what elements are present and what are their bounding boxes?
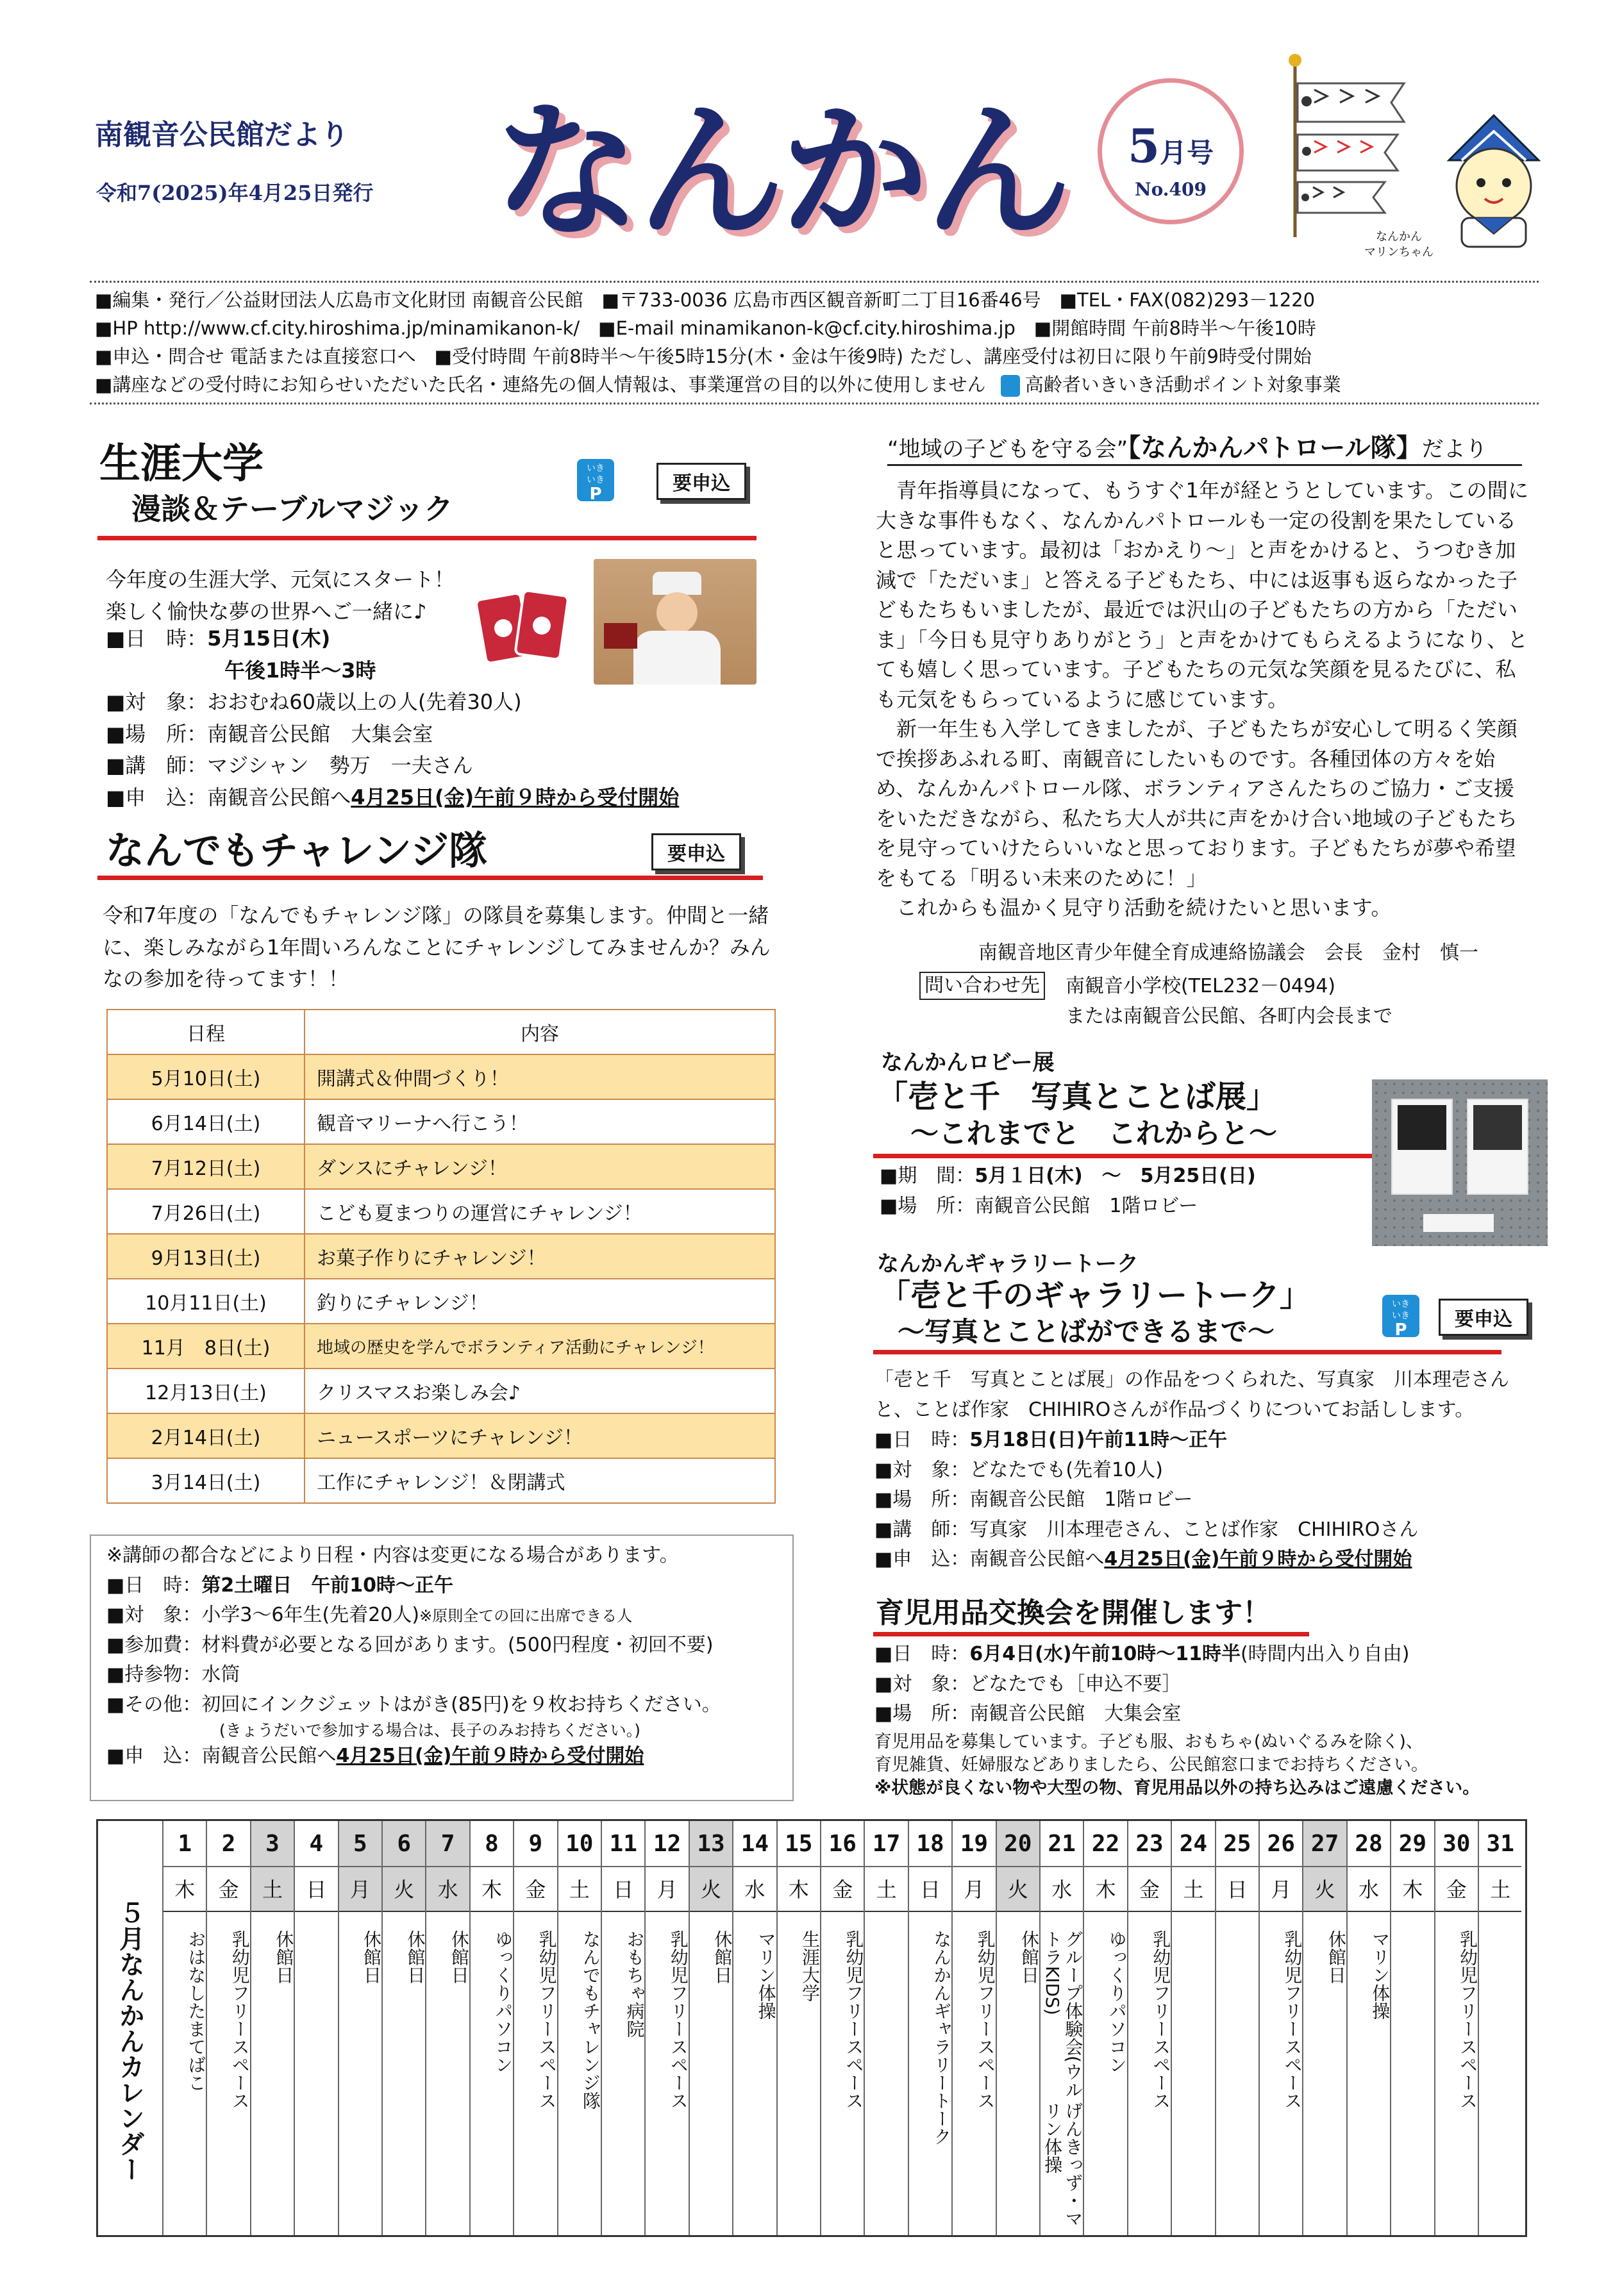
calendar-day [557,1821,601,2235]
challenge-target-note: ※原則全ての回に出席できる人 [419,1607,633,1625]
schedule-content: 工作にチャレンジ！＆閉講式 [305,1458,775,1503]
exchange-date: 6月4日(水)午前10時～11時半 [969,1643,1241,1665]
calendar-day [1083,1821,1126,2235]
calendar-weekday: 日 [1216,1867,1258,1912]
calendar-event [778,1930,820,2002]
calendar-event-text: なんかんギャラリートーク [931,1930,953,2145]
iki-p: P [1394,1320,1407,1340]
calendar-day-number: 30 [1435,1821,1478,1867]
issue-badge [1098,78,1244,224]
calendar-event-text: 乳幼児フリースペース [1282,1930,1303,2109]
exchange-target: ■対 象：どなたでも［申込不要］ [874,1672,1182,1695]
schedule-content: お菓子作りにチャレンジ！ [305,1234,775,1279]
calendar-weekday: 金 [207,1867,249,1912]
schedule-content: 開講式＆仲間づくり！ [305,1054,775,1099]
calendar-day [732,1821,776,2235]
calendar-event [602,1930,644,2038]
schedule-content: 釣りにチャレンジ！ [305,1279,775,1324]
info-line-3: ■申込・問合せ 電話または直接窓口へ ■受付時間 午前8時半～午後5時15分(木・金は午後9時) ただし、講座受付は初日に限り午前9時受付開始 [95,345,1312,367]
schedule-date: 9月13日(土) [107,1234,305,1279]
calendar-day [1127,1821,1171,2235]
lobby-period-row [880,1161,1256,1192]
calendar-day-number: 2 [207,1821,249,1867]
info-divider-top [90,281,1539,283]
calendar-event-text: マリン体操 [1369,1930,1391,2020]
schedule-content: 観音マリーナへ行こう！ [305,1099,775,1144]
lifelong-time: 午後1時半～3時 [224,658,376,683]
mascot-marin-illustration [1436,103,1551,250]
exchange-note-3: ※状態が良くない物や大型の物、育児用品以外の持ち込みはご遠慮ください。 [874,1778,1480,1798]
challenge-intro: 令和7年度の「なんでもチャレンジ隊」の隊員を募集します。仲間と一緒に、楽しみながら1年間いろんなことにチャレンジしてみませんか？みんなの参加を待ってます！！ [103,903,771,992]
gallery-underline [873,1350,1501,1354]
gallery-subtitle: ～写真とことばができるまで～ [898,1316,1275,1347]
lifelong-details [106,623,747,814]
calendar-day-number: 15 [778,1821,820,1867]
calendar-day [951,1821,995,2235]
calendar-day-number: 8 [471,1821,513,1867]
calendar-weekday: 木 [778,1867,820,1912]
apply-badge-challenge: 要申込 [651,833,741,870]
calendar-event-text: マリン体操 [755,1930,777,2020]
schedule-date: 2月14日(土) [107,1413,305,1458]
calendar-day-number: 18 [909,1821,951,1867]
gallery-place: ■場 所：南観音公民館 1階ロビー [874,1488,1193,1511]
patrol-title-underline [887,464,1522,466]
calendar-event-text: 乳幼児フリースペース [1457,1930,1478,2109]
lifelong-place: ■場 所：南観音公民館 大集会室 [106,721,433,746]
challenge-target: ■対 象：小学3～6年生(先着20人) [106,1604,420,1626]
lobby-underline [873,1154,1373,1158]
table-row [107,1144,775,1189]
calendar-event-text: ゆっくりパソコン [492,1930,514,2074]
calendar-day-number: 14 [733,1821,776,1867]
lifelong-subtitle: 漫談＆テーブルマジック [131,492,453,526]
lifelong-intro-2: 楽しく愉快な夢の世界へご一緒に♪ [106,599,427,624]
calendar-day [1478,1821,1521,2235]
calendar-day [776,1821,820,2235]
patrol-title-pre: “地域の子どもを守る会” [887,437,1128,462]
calendar-event-text: 休館日 [448,1930,470,1984]
lifelong-intro-1: 今年度の生涯大学、元気にスタート！ [106,567,455,592]
info-divider-bottom [90,403,1539,404]
calendar-weekday: 金 [1435,1867,1478,1912]
lobby-title: 「壱と千 写真とことば展」 [877,1079,1278,1115]
calendar-weekday: 金 [821,1867,864,1912]
calendar-day-number: 9 [514,1821,556,1867]
schedule-date: 3月14日(土) [107,1458,305,1503]
calendar-day-number: 7 [426,1821,469,1867]
lobby-kicker: なんかんロビー展 [881,1050,1055,1076]
calendar-weekday: 日 [295,1867,337,1912]
patrol-paragraph-3: これからも温かく見守り活動を続けたいと思います。 [896,895,1392,920]
challenge-schedule-table [106,1009,776,1504]
patrol-paragraph-1: 青年指導員になって、もうすぐ1年が経とうとしています。この間に大きな事件もなく、なんかんパトロールも一定の役割を果たしていると思っています。最初は「おかえり～」と声をかけると、うつむき加減で「ただいま」と答える子どもたち、中には返事も返らなかった子どもたちもいましたが、最近では沢山の子どもたちの方から「ただいま」「今日も見守りありがとう」と声をかけてもらえるようになり、とても嬉しく思っています。子どもたちの元気な笑顔を見るたびに、私も元気をもらっているように感じています。 [876,478,1529,711]
calendar-day-number: 22 [1084,1821,1126,1867]
calendar-day-number: 31 [1479,1821,1521,1867]
info-line-1: ■編集・発行／公益財団法人広島市文化財団 南観音公民館 ■〒733-0036 広島市西区観音新町二丁目16番46号 ■TEL・FAX(082)293－1220 [95,289,1316,311]
calendar-event-text: 乳幼児フリースペース [229,1930,251,2109]
calendar-day [162,1821,206,2235]
issue-month: 5 [1127,119,1160,173]
calendar-day [1302,1821,1346,2235]
calendar-event-text: 生涯大学 [799,1930,821,2002]
lifelong-date-row [106,623,747,655]
calendar-event [821,1930,864,2109]
lifelong-date-label: ■日 時： [106,626,208,651]
calendar-event [733,1930,776,2020]
challenge-date-label: ■日 時： [106,1574,202,1597]
schedule-date: 10月11日(土) [107,1279,305,1324]
calendar-weekday: 金 [514,1867,556,1912]
may-calendar [96,1819,1527,2237]
calendar-weekday: 土 [1479,1867,1521,1912]
calendar-event [558,1930,601,2109]
calendar-event-text: おもちゃ病院 [624,1930,646,2038]
exchange-title: 育児用品交換会を開催します！ [876,1597,1271,1629]
exchange-notes [874,1731,1480,1800]
challenge-details-box [90,1535,794,1801]
patrol-body [876,476,1534,923]
lifelong-underline [97,536,757,540]
calendar-event [953,1930,995,2109]
lifelong-apply-label: ■申 込：南観音公民館へ [106,785,351,810]
schedule-date: 11月 8日(土) [107,1324,305,1368]
calendar-weekday: 日 [909,1867,951,1912]
calendar-day-number: 29 [1391,1821,1434,1867]
schedule-date: 12月13日(土) [107,1368,305,1413]
iki-small-icon [1001,375,1020,397]
info-block [95,286,1544,399]
challenge-bring: ■持参物：水筒 [106,1663,240,1686]
calendar-day-number: 3 [251,1821,294,1867]
lifelong-date: 5月15日(木) [207,626,331,651]
calendar-weekday: 金 [1128,1867,1171,1912]
schedule-content: ニュースポーツにチャレンジ！ [305,1413,775,1458]
calendar-weekday: 月 [953,1867,995,1912]
calendar-day-number: 10 [558,1821,601,1867]
calendar-day [1346,1821,1390,2235]
gallery-title: 「壱と千のギャラリートーク」 [880,1277,1311,1313]
challenge-underline [97,876,763,880]
schedule-content: クリスマスお楽しみ会♪ [305,1368,775,1413]
calendar-day-number: 11 [602,1821,644,1867]
schedule-date: 5月10日(土) [107,1054,305,1099]
schedule-content: ダンスにチャレンジ！ [305,1144,775,1189]
info-line-4 [95,370,1544,399]
calendar-weekday: 土 [865,1867,907,1912]
calendar-weekday: 土 [251,1867,294,1912]
challenge-apply-row [106,1742,792,1772]
calendar-day-number: 24 [1172,1821,1214,1867]
calendar-day [1390,1821,1434,2235]
lifelong-title: 生涯大学 [99,440,263,488]
calendar-event [1084,1930,1126,2074]
apply-badge-lifelong: 要申込 [656,463,746,500]
schedule-date: 7月26日(土) [107,1189,305,1234]
patrol-title-main: 【なんかんパトロール隊】 [1128,433,1422,463]
lifelong-intro [106,564,455,628]
table-row [107,1324,775,1368]
calendar-day [206,1821,249,2235]
lifelong-target: ■対 象：おおむね60歳以上の人(先着30人) [106,690,522,715]
challenge-date: 第2土曜日 午前10時～正午 [201,1574,453,1597]
calendar-day-number: 12 [646,1821,688,1867]
gallery-details [874,1426,1418,1575]
calendar-day-number: 23 [1128,1821,1171,1867]
calendar-title: ５月なんかんカレンダー [115,1900,145,2182]
calendar-day [864,1821,907,2235]
gallery-target: ■対 象：どなたでも(先着10人) [874,1458,1163,1481]
calendar-weekday: 火 [997,1867,1039,1912]
calendar-event-text: 休館日 [1325,1930,1347,1984]
calendar-event-text: 乳幼児フリースペース [536,1930,558,2109]
apply-badge-gallery: 要申込 [1439,1299,1528,1336]
calendar-weekday: 木 [163,1867,206,1912]
calendar-event-text: なんでもチャレンジ隊 [580,1930,601,2109]
patrol-contact-1: 南観音小学校(TEL232－0494) [1066,975,1336,997]
calendar-weekday: 水 [1041,1867,1083,1912]
calendar-day [250,1821,294,2235]
exchange-date-label: ■日 時： [874,1643,970,1665]
table-row [107,1054,775,1099]
schedule-date: 7月12日(土) [107,1144,305,1189]
patrol-contact [1066,972,1392,1031]
calendar-weekday: 水 [426,1867,469,1912]
calendar-weekday: 水 [733,1867,776,1912]
calendar-event-text: ゆっくりパソコン [1106,1930,1128,2074]
calendar-event [1303,1930,1346,1984]
calendar-day-number: 20 [997,1821,1039,1867]
calendar-weekday: 日 [602,1867,644,1912]
calendar-weekday: 土 [1172,1867,1214,1912]
calendar-event [690,1930,732,1984]
calendar-day [425,1821,469,2235]
calendar-event-text: 休館日 [712,1930,733,1984]
calendar-event [251,1930,294,1984]
calendar-event-text: 休館日 [273,1930,295,1984]
mascot-label-line1: なんかん [1376,230,1422,244]
patrol-title [887,432,1487,465]
info-line-2: ■HP http://www.cf.city.hiroshima.jp/minamikanon-k/ ■E-mail minamikanon-k@cf.city.hiroshima.jp ■開館時間 午前8時半～午後10時 [95,317,1316,339]
calendar-event-text-2: げんきっず・マリン体操 [1042,2101,1084,2227]
iki-label: いき いき [1392,1299,1410,1321]
table-row [107,1368,775,1413]
table-row [107,1099,775,1144]
table-row [107,1279,775,1324]
mascot-label [1360,229,1437,260]
calendar-weekday: 木 [471,1867,513,1912]
calendar-event-text: 乳幼児フリースペース [1150,1930,1172,2109]
calendar-event [426,1930,469,1984]
issue-date: 令和7(2025)年4月25日発行 [96,181,374,205]
calendar-day [908,1821,951,2235]
table-row [107,1413,775,1458]
gallery-kicker: なんかんギャラリートーク [877,1251,1139,1277]
challenge-other: ■その他：初回にインクジェットはがき(85円)を９枚お持ちください。 [106,1693,721,1716]
schedule-header-content: 内容 [305,1010,775,1054]
mascot-label-line2: マリンちゃん [1364,245,1434,259]
newsletter-title: なんかん [494,87,1069,258]
info-line-4-text: ■講座などの受付時にお知らせいただいた氏名・連絡先の個人情報は、事業運営の目的以外に使用しません [95,374,986,395]
calendar-day-number: 19 [953,1821,995,1867]
calendar-day [338,1821,381,2235]
calendar-event [207,1930,249,2109]
table-row [107,1458,775,1503]
koinobori-illustration [1276,51,1442,244]
calendar-weekday: 木 [1084,1867,1126,1912]
challenge-apply: 4月25日(金)午前９時から受付開始 [336,1745,644,1767]
patrol-paragraph-2: 新一年生も入学してきましたが、子どもたちが安心して明るく笑顔で挨拶あふれる町、南観音にしたいものです。各種団体の方々を始め、なんかんパトロール隊、ボランティアさんたちのご協力・ご支援をいただきながら、私たち大人が共に声をかけ合い地域の子どもたちを見守っていけたらいいなと思っております。子どもたちが夢や希望をもてる「明るい未来のために！」 [876,717,1518,890]
calendar-day [689,1821,732,2235]
schedule-content: こども夏まつりの運営にチャレンジ！ [305,1189,775,1234]
iki-points-icon [577,459,614,504]
exchange-note-1: 育児用品を募集しています。子ども服、おもちゃ(ぬいぐるみを除く)、 [874,1732,1423,1752]
calendar-event [1041,1930,1083,2235]
exchange-details [874,1640,1409,1729]
calendar-event [1128,1930,1171,2109]
exchange-place: ■場 所：南観音公民館 大集会室 [874,1702,1182,1725]
calendar-weekday: 水 [1348,1867,1390,1912]
calendar-day-number: 25 [1216,1821,1258,1867]
calendar-weekday: 木 [1391,1867,1434,1912]
calendar-day-number: 27 [1303,1821,1346,1867]
lobby-period-label: ■期 間： [880,1165,975,1187]
calendar-day [644,1821,688,2235]
lobby-place: ■場 所：南観音公民館 1階ロビー [880,1194,1198,1217]
info-line-4-point: 高齢者いきいき活動ポイント対象事業 [1024,374,1341,395]
issue-month-suffix: 月号 [1160,137,1214,169]
calendar-day-number: 28 [1348,1821,1390,1867]
challenge-apply-label: ■申 込：南観音公民館へ [106,1745,337,1767]
calendar-event [471,1930,513,2074]
gallery-date-label: ■日 時： [874,1429,970,1451]
calendar-event [163,1930,206,2092]
calendar-day-number: 6 [383,1821,425,1867]
calendar-event-text: 休館日 [360,1930,382,1984]
calendar-weekday: 土 [558,1867,601,1912]
lobby-details [880,1161,1256,1221]
calendar-day-number: 16 [821,1821,864,1867]
calendar-weekday: 火 [383,1867,425,1912]
exchange-date-note: (時間内出入り自由) [1241,1643,1410,1665]
exhibition-photo [1372,1079,1548,1246]
calendar-day-number: 13 [690,1821,732,1867]
calendar-weekday: 火 [1303,1867,1346,1912]
gallery-date: 5月18日(日)午前11時～正午 [969,1429,1228,1451]
calendar-day-number: 26 [1260,1821,1302,1867]
patrol-contact-2: または南観音公民館、各町内会長まで [1066,1004,1392,1027]
calendar-day [294,1821,337,2235]
exchange-underline [873,1632,1309,1636]
calendar-event-text: グループ体験会(ウルトラKIDS) [1042,1930,1084,2099]
calendar-event [339,1930,381,1984]
challenge-title: なんでもチャレンジ隊 [106,829,488,874]
calendar-day-number: 17 [865,1821,907,1867]
table-row [107,1234,775,1279]
calendar-event-text: おはなしたまてばこ [185,1930,207,2092]
calendar-event-text: 乳幼児フリースペース [974,1930,996,2109]
calendar-day [996,1821,1039,2235]
challenge-other-note: (きょうだいで参加する場合は、長子のみお持ちください。) [219,1721,641,1740]
calendar-event-text: 乳幼児フリースペース [667,1930,689,2109]
challenge-fee: ■参加費：材料費が必要となる回があります。(500円程度・初回不要) [106,1633,714,1656]
calendar-event-text: 乳幼児フリースペース [843,1930,865,2109]
calendar-day-number: 1 [163,1821,206,1867]
calendar-weekday: 月 [646,1867,688,1912]
schedule-date: 6月14日(土) [107,1099,305,1144]
lifelong-lecturer: ■講 師：マジシャン 勢万 一夫さん [106,753,473,778]
lobby-subtitle: ～これまでと これからと～ [910,1117,1277,1150]
table-row [107,1189,775,1234]
schedule-header-date: 日程 [107,1010,305,1054]
gallery-date-row [874,1426,1418,1456]
challenge-target-row [106,1601,792,1631]
calendar-event [997,1930,1039,1984]
gallery-apply: 4月25日(金)午前９時から受付開始 [1104,1548,1412,1570]
calendar-event-text: 休館日 [1018,1930,1040,1984]
exchange-note-2: 育児雑貨、妊婦服などありましたら、公民館窓口までお持ちください。 [874,1755,1428,1775]
calendar-day [1434,1821,1478,2235]
newsletter-subtitle: 南観音公民館だより [95,119,349,151]
gallery-apply-label: ■申 込：南観音公民館へ [874,1548,1105,1570]
calendar-event [646,1930,688,2109]
gallery-lecturer: ■講 師：写真家 川本理壱さん、ことば作家 CHIHIROさん [874,1518,1419,1541]
gallery-intro: 「壱と千 写真とことば展」の作品をつくられた、写真家 川本理壱さんと、ことば作家 CHIHIROさんが作品づくりについてお話しします。 [874,1368,1509,1421]
calendar-event [1260,1930,1302,2109]
calendar-day [601,1821,644,2235]
calendar-day [1171,1821,1214,2235]
calendar-day-number: 5 [339,1821,381,1867]
calendar-day [1215,1821,1258,2235]
lifelong-apply: 4月25日(金)午前９時から受付開始 [351,785,680,810]
calendar-event [514,1930,556,2109]
patrol-contact-label: 問い合わせ先 [919,972,1045,1000]
challenge-date-row [106,1571,792,1601]
calendar-weekday: 月 [339,1867,381,1912]
calendar-day [820,1821,864,2235]
calendar-event-text: 休館日 [405,1930,426,1984]
iki-label: いき いき [587,463,605,485]
calendar-day-number: 21 [1041,1821,1083,1867]
lifelong-apply-row [106,782,747,814]
schedule-content: 地域の歴史を学んでボランティア活動にチャレンジ！ [305,1324,775,1368]
issue-number: No.409 [1135,179,1207,200]
challenge-note: ※講師の都合などにより日程・内容は変更になる場合があります。 [106,1544,679,1567]
calendar-day [1258,1821,1302,2235]
calendar-weekday: 月 [1260,1867,1302,1912]
gallery-apply-row [874,1545,1418,1575]
calendar-event [1348,1930,1390,2020]
calendar-event [909,1930,951,2145]
patrol-title-post: だより [1421,437,1487,462]
iki-p: P [589,485,602,504]
calendar-day [469,1821,513,2235]
calendar-day [1039,1821,1083,2235]
calendar-weekday: 火 [690,1867,732,1912]
calendar-event [1435,1930,1478,2109]
calendar-day-number: 4 [295,1821,337,1867]
calendar-day [381,1821,425,2235]
calendar-day [513,1821,556,2235]
iki-points-icon-gallery [1382,1295,1419,1340]
lobby-period: 5月１日(木) ～ 5月25日(日) [974,1165,1256,1187]
calendar-event [383,1930,425,1984]
schedule-header-row [107,1010,775,1054]
exchange-date-row [874,1640,1409,1670]
patrol-signature: 南観音地区青少年健全育成連絡協議会 会長 金村 慎一 [978,942,1478,964]
